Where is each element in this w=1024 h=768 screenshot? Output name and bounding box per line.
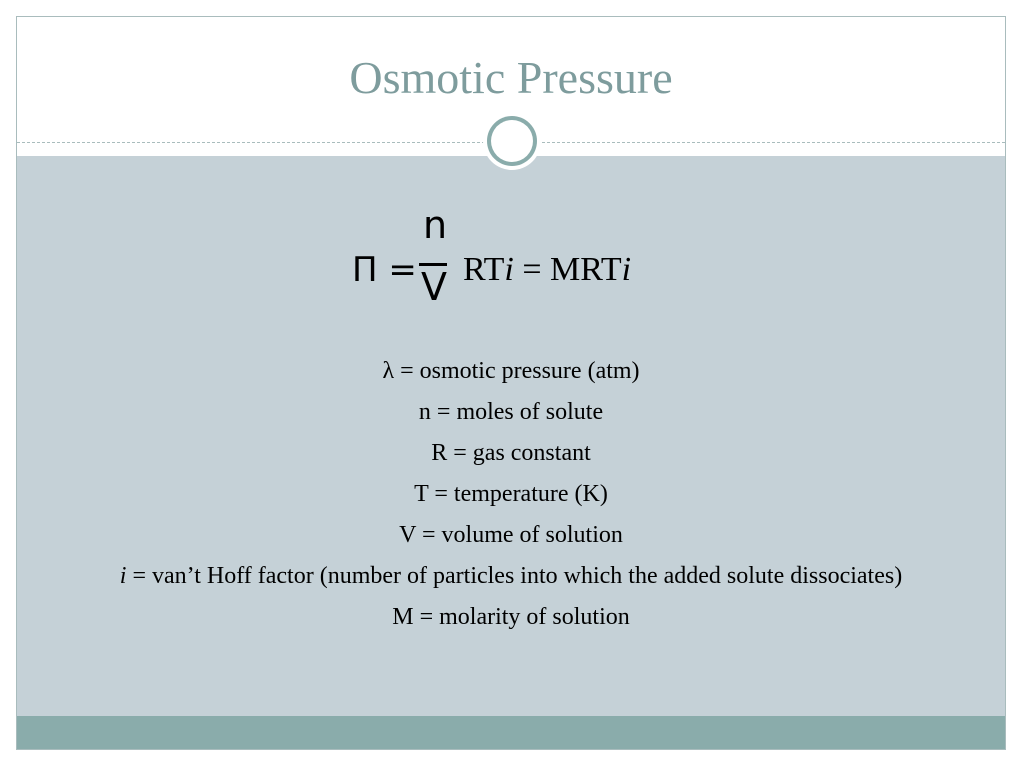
definition-row [77,519,945,552]
definition-text: = temperature (K) [428,481,608,507]
definition-row [77,437,945,470]
definition-text: = molarity of solution [413,604,630,630]
definition-text: = gas constant [447,440,591,466]
definition-symbol: T [414,481,429,507]
osmotic-pressure-formula [17,203,1005,313]
formula-numerator: n [422,203,448,247]
formula-rt: RT [463,251,505,288]
definition-text: = van’t Hoff factor (number of particles into which the added solute dissociates) [126,563,903,589]
formula-lhs: Π = [352,250,417,290]
definition-text: = osmotic pressure (atm) [394,358,640,384]
divider-circle-center [491,120,533,162]
formula-mrt: = MRT [513,251,622,288]
definition-symbol: V [399,522,417,548]
formula-i-1: i [504,251,514,288]
formula-denominator: V [421,265,447,309]
slide [16,16,1006,750]
definition-row [77,560,945,593]
definition-symbol: i [119,563,127,589]
definition-text: = volume of solution [416,522,623,548]
definition-row [77,355,945,388]
definition-symbol: R [431,440,448,466]
slide-title: Osmotic Pressure [349,52,673,103]
definition-symbol: M [392,604,414,630]
definition-symbol: λ [382,358,395,384]
definitions-list [77,355,945,642]
formula-rhs [463,251,631,289]
definition-row [77,478,945,511]
definition-text: = moles of solute [430,399,604,425]
definition-symbol: n [418,399,431,425]
formula-i-2: i [621,251,632,288]
footer-bar [17,716,1005,750]
definition-row [77,601,945,634]
definition-row [77,396,945,429]
